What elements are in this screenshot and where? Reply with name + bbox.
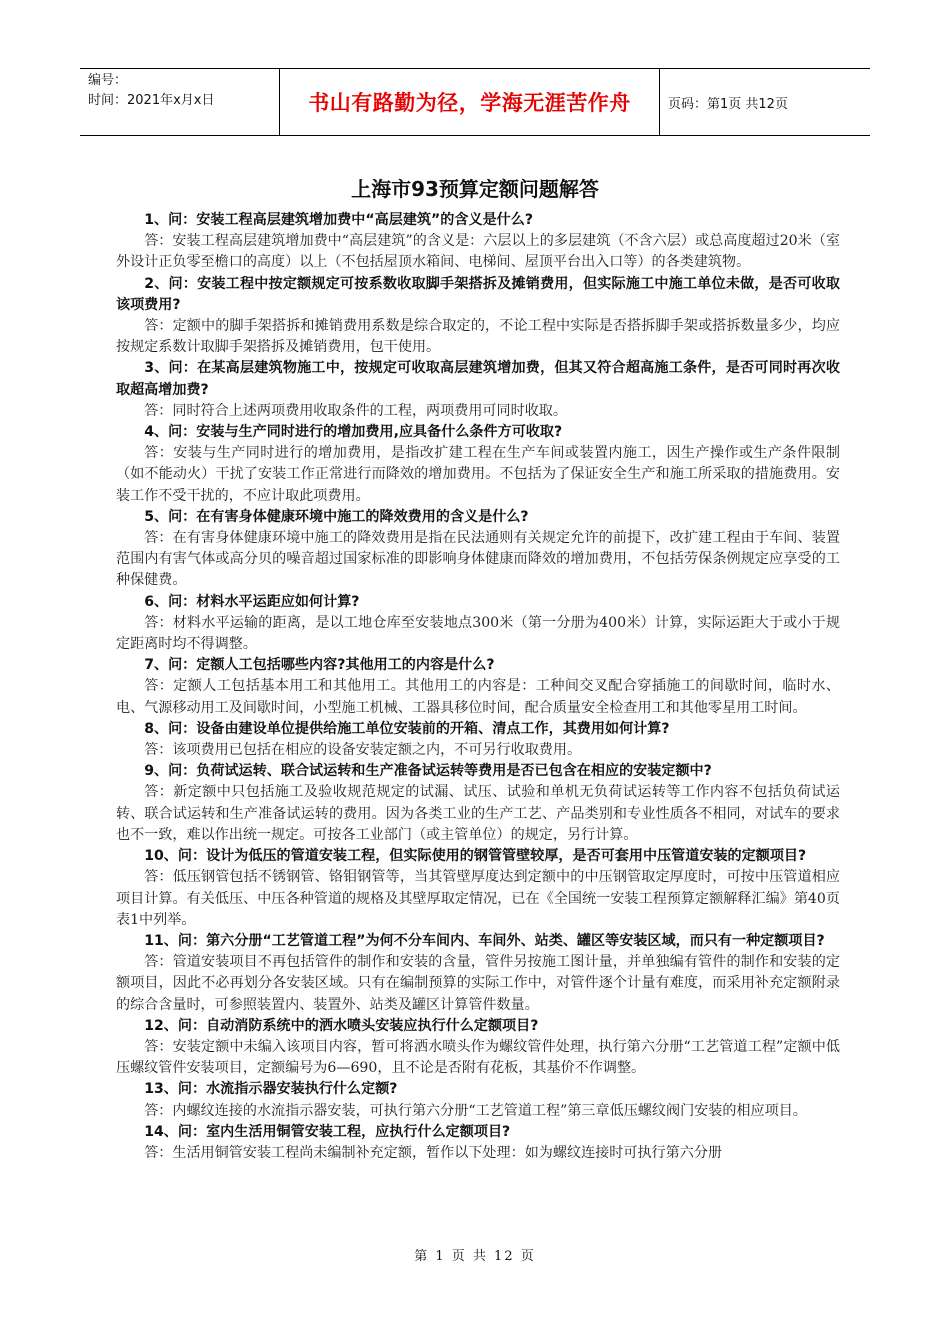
question: 5、问：在有害身体健康环境中施工的降效费用的含义是什么? — [144, 508, 529, 525]
question: 6、问：材料水平运距应如何计算? — [144, 593, 360, 610]
answer: 答：同时符合上述两项费用收取条件的工程，两项费用可同时收取。 — [144, 402, 567, 419]
document-title: 上海市93预算定额问题解答 — [351, 177, 599, 201]
answer: 答：新定额中只包括施工及验收规范规定的试漏、试压、试验和单机无负荷试运转等工作内容不包括负荷试运转、联合试运转和生产准备试运转的费用。因为各类工业的生产工艺、产品类别和专业性质各不相同，对试车的要求也不一致，难以作出统一规定。可按各工业部门（或主管单位）的规定，另行计算。 — [116, 784, 840, 843]
header-page-info: 页码：第1页 共12页 — [668, 96, 788, 112]
header-meta — [80, 69, 280, 135]
answer: 答：生活用铜管安装工程尚未编制补充定额，暂作以下处理：如为螺纹连接时可执行第六分册 — [144, 1144, 723, 1161]
answer: 答：内螺纹连接的水流指示器安装，可执行第六分册“工艺管道工程”第三章低压螺纹阀门安装的相应项目。 — [144, 1102, 807, 1119]
question: 7、问：定额人工包括哪些内容?其他用工的内容是什么? — [144, 657, 495, 674]
question: 10、问：设计为低压的管道安装工程，但实际使用的钢管管壁较厚，是否可套用中压管道安装的定额项目? — [144, 848, 807, 865]
header-date: 时间：2021年x月x日 — [88, 93, 215, 108]
answer: 答：安装工程高层建筑增加费中“高层建筑”的含义是：六层以上的多层建筑（不含六层）或总高度超过20米（室外设计正负零至檐口的高度）以上（不包括屋顶水箱间、电梯间、屋顶平台出入口等）的各类建筑物。 — [116, 233, 840, 271]
question: 11、问：第六分册“工艺管道工程”为何不分车间内、车间外、站类、罐区等安装区域，而只有一种定额项目? — [144, 932, 825, 949]
header-number-label: 编号： — [88, 73, 128, 88]
answer: 答：该项费用已包括在相应的设备安装定额之内，不可另行收取费用。 — [144, 742, 582, 759]
header-motto: 书山有路勤为径，学海无涯苦作舟 — [280, 69, 660, 135]
answer: 答：在有害身体健康环境中施工的降效费用是指在民法通则有关规定允许的前提下，改扩建工程由于车间、装置范围内有害气体或高分贝的噪音超过国家标准的即影响身体健康而降效的增加费用，不包括劳保条例规定应享受的工种保健费。 — [116, 530, 840, 589]
question: 9、问：负荷试运转、联合试运转和生产准备试运转等费用是否已包含在相应的安装定额中? — [144, 763, 712, 780]
answer: 答：定额人工包括基本用工和其他用工。其他用工的内容是：工种间交叉配合穿插施工的间歇时间，临时水、电、气源移动用工及间歇时间，小型施工机械、工器具移位时间，配合质量安全检查用工和其他零星用工时间。 — [116, 678, 840, 716]
answer: 答：管道安装项目不再包括管件的制作和安装的含量，管件另按施工图计量，并单独编有管件的制作和安装的定额项目，因此不必再划分各安装区域。只有在编制预算的实际工作中，对管件逐个计量有难度，而采用补充定额附录的综合含量时，可参照装置内、装置外、站类及罐区计算管件数量。 — [116, 954, 840, 1013]
question: 14、问：室内生活用铜管安装工程，应执行什么定额项目? — [144, 1123, 511, 1140]
answer: 答：低压钢管包括不锈钢管、铬钼钢管等，当其管壁厚度达到定额中的中压钢管取定厚度时，可按中压管道相应项目计算。有关低压、中压各种管道的规格及其壁厚取定情况，已在《全国统一安装工程预算定额解释汇编》第40页表1中列举。 — [116, 869, 840, 928]
answer: 答：安装定额中未编入该项目内容，暂可将洒水喷头作为螺纹管件处理，执行第六分册“工艺管道工程”定额中低压螺纹管件安装项目，定额编号为6—690，且不论是否附有花板，其基价不作调整。 — [116, 1038, 840, 1077]
page-header — [80, 68, 870, 136]
answer: 答：安装与生产同时进行的增加费用，是指改扩建工程在生产车间或装置内施工，因生产操作或生产条件限制（如不能动火）干扰了安装工作正常进行而降效的增加费用。不包括为了保证安全生产和施工所采取的措施费用。安装工作不受干扰的，不应计取此项费用。 — [116, 445, 840, 504]
question: 12、问：自动消防系统中的洒水喷头安装应执行什么定额项目? — [144, 1017, 539, 1034]
page-footer: 第 1 页 共 12 页 — [414, 1249, 536, 1264]
question: 8、问：设备由建设单位提供给施工单位安装前的开箱、清点工作，其费用如何计算? — [144, 720, 670, 737]
question: 1、问：安装工程高层建筑增加费中“高层建筑”的含义是什么? — [144, 212, 534, 228]
answer: 答：材料水平运输的距离，是以工地仓库至安装地点300米（第一分册为400米）计算，实际运距大于或小于规定距离时均不得调整。 — [116, 614, 840, 653]
answer: 答：定额中的脚手架搭拆和摊销费用系数是综合取定的，不论工程中实际是否搭拆脚手架或搭拆数量多少，均应按规定系数计取脚手架搭拆及摊销费用，包干使用。 — [116, 318, 840, 356]
question: 3、问：在某高层建筑物施工中，按规定可收取高层建筑增加费，但其又符合超高施工条件，是否可同时再次收取超高增加费? — [116, 360, 840, 398]
question: 2、问：安装工程中按定额规定可按系数收取脚手架搭拆及摊销费用，但实际施工中施工单位未做，是否可收取该项费用? — [116, 275, 840, 313]
question: 4、问：安装与生产同时进行的增加费用,应具备什么条件方可收取? — [144, 424, 563, 441]
qa-content — [116, 210, 840, 1164]
question: 13、问：水流指示器安装执行什么定额? — [144, 1081, 398, 1098]
